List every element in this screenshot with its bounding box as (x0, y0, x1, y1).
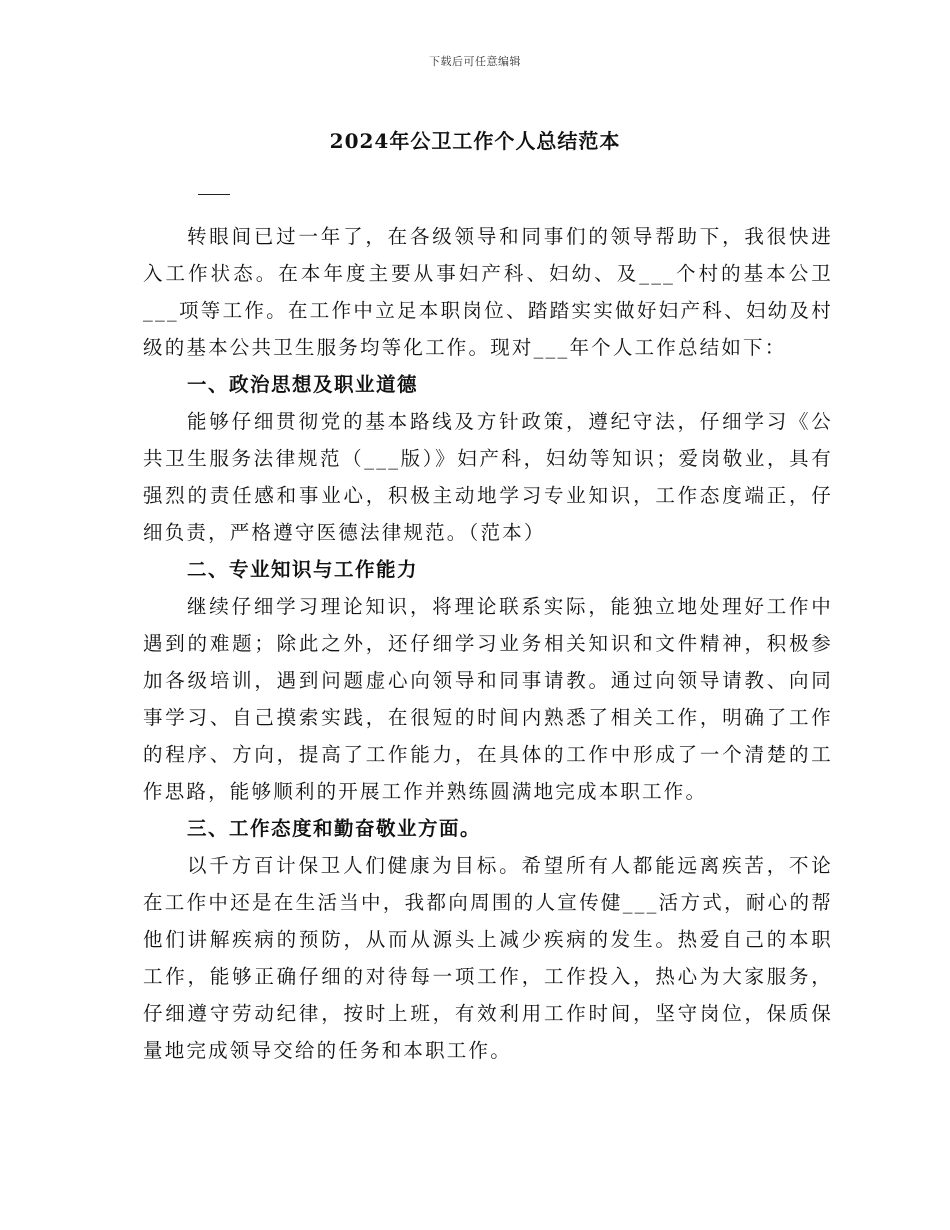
intro-paragraph: 转眼间已过一年了，在各级领导和同事们的领导帮助下，我很快进入工作状态。在本年度主要从事妇产科、妇幼、及___个村的基本公卫___项等工作。在工作中立足本职岗位、踏踏实实做好妇产科、妇幼及村级的基本公共卫生服务均等化工作。现对___年个人工作总结如下： (143, 225, 833, 359)
section-heading-2: 二、专业知识与工作能力 (187, 558, 419, 581)
section-paragraph-3: 以千方百计保卫人们健康为目标。希望所有人都能远离疾苦，不论在工作中还是在生活当中，我都向周围的人宣传健___活方式，耐心的帮他们讲解疾病的预防，从而从源头上减少疾病的发生。热爱自己的本职工作，能够正确仔细的对待每一项工作，工作投入，热心为大家服务，仔细遵守劳动纪律，按时上班，有效利用工作时间，坚守岗位，保质保量地完成领导交给的任务和本职工作。 (143, 854, 833, 1062)
header-note: 下载后可任意编辑 (429, 55, 521, 68)
section-paragraph-2: 继续仔细学习理论知识，将理论联系实际，能独立地处理好工作中遇到的难题；除此之外，还仔细学习业务相关知识和文件精神，积极参加各级培训，遇到问题虚心向领导和同事请教。通过向领导请教、向同事学习、自己摸索实践，在很短的时间内熟悉了相关工作，明确了工作的程序、方向，提高了工作能力，在具体的工作中形成了一个清楚的工作思路，能够顺利的开展工作并熟练圆满地完成本职工作。 (143, 595, 833, 803)
section-paragraph-1: 能够仔细贯彻党的基本路线及方针政策，遵纪守法，仔细学习《公共卫生服务法律规范（___版）》妇产科，妇幼等知识；爱岗敬业，具有强烈的责任感和事业心，积极主动地学习专业知识，工作态度端正，仔细负责，严格遵守医德法律规范。（范本） (143, 410, 833, 544)
section-heading-1: 一、政治思想及职业道德 (187, 373, 419, 396)
document-title: 2024年公卫工作个人总结范本 (329, 129, 621, 153)
section-heading-3: 三、工作态度和勤奋敬业方面。 (187, 817, 482, 840)
blank-line (198, 194, 230, 195)
document-body (143, 218, 833, 1069)
